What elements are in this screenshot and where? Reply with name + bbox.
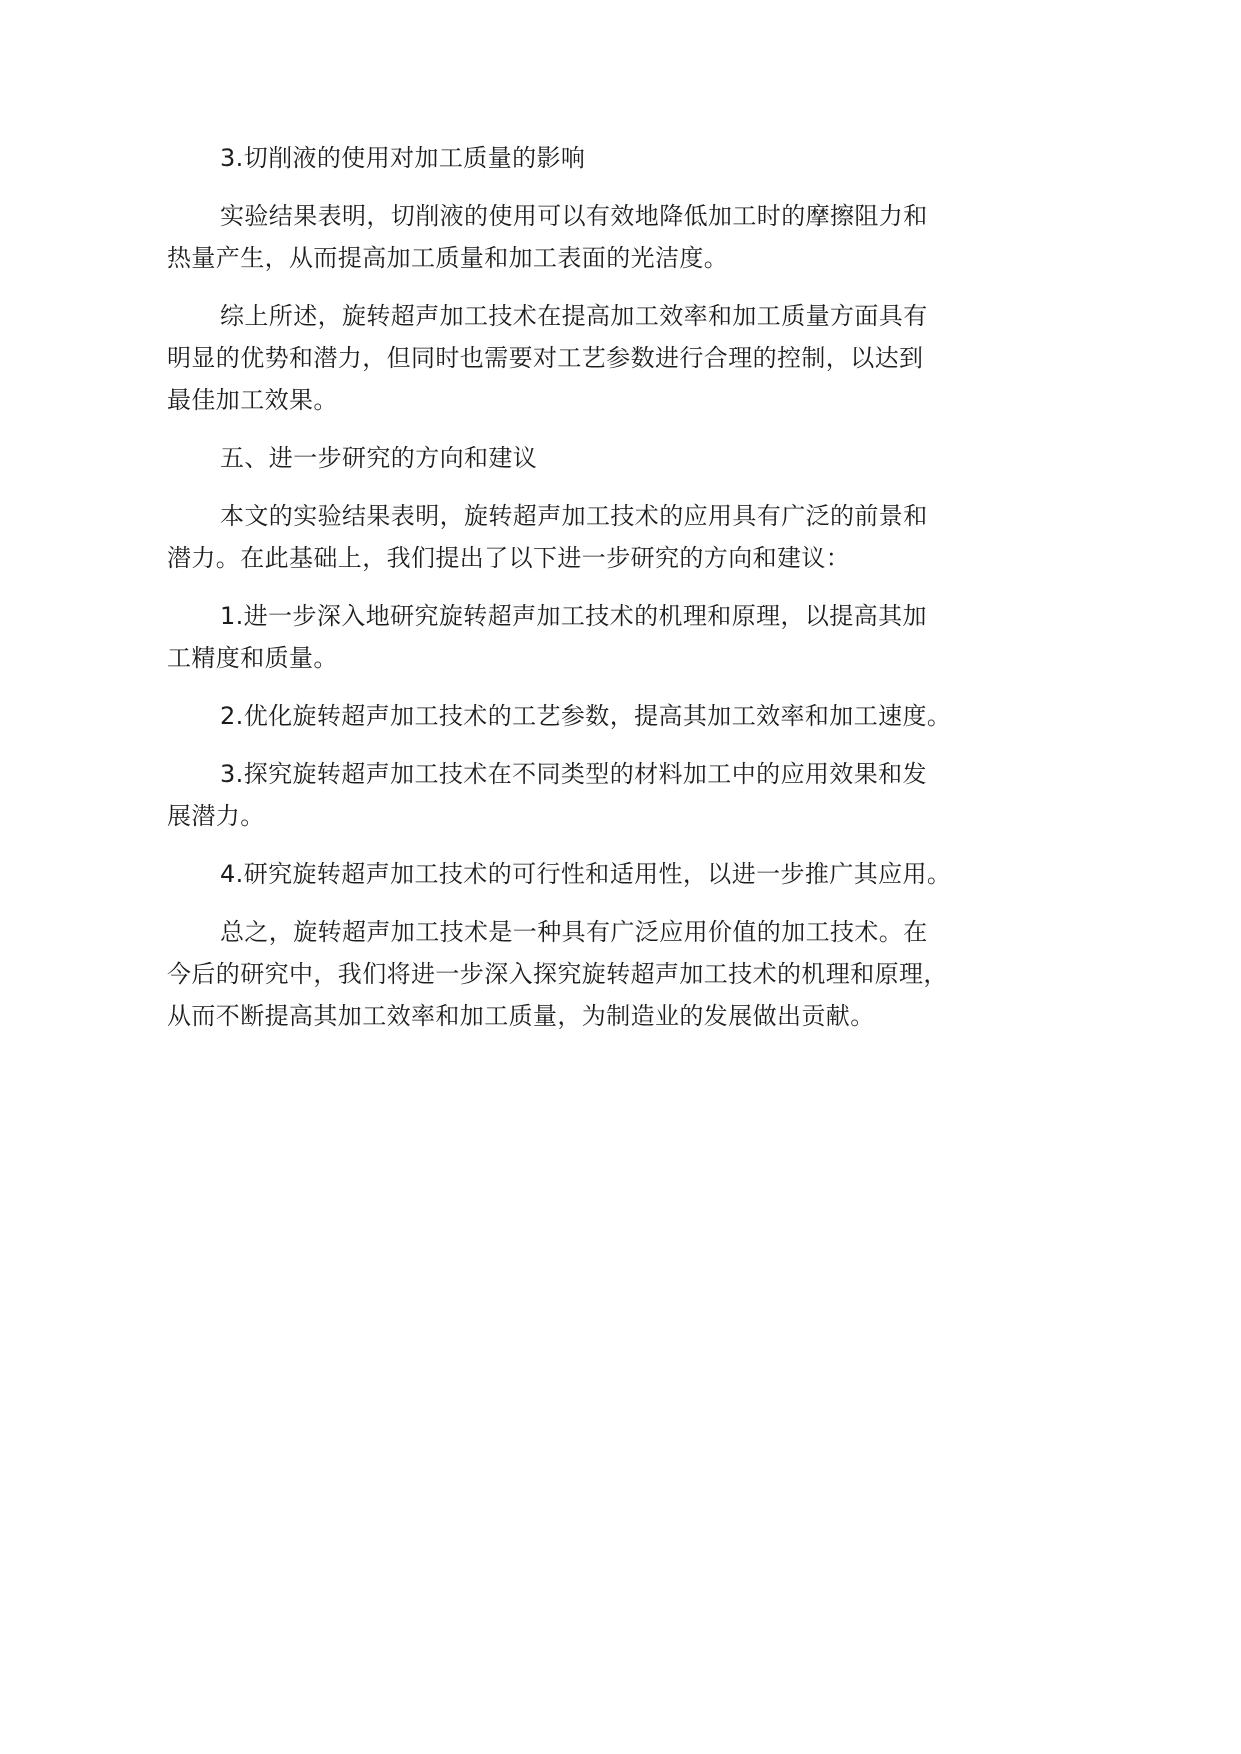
subsection-heading xyxy=(167,137,1241,179)
list-item xyxy=(167,695,1241,737)
text-line: 综上所述，旋转超声加工技术在提高加工效率和加工质量方面具有 xyxy=(220,302,928,330)
text-line: 潜力。在此基础上，我们提出了以下进一步研究的方向和建议： xyxy=(167,544,851,572)
text-line: 明显的优势和潜力，但同时也需要对工艺参数进行合理的控制，以达到 xyxy=(167,344,924,372)
text-line: 实验结果表明，切削液的使用可以有效地降低加工时的摩擦阻力和 xyxy=(220,202,928,230)
text-line: 热量产生，从而提高加工质量和加工表面的光洁度。 xyxy=(167,244,729,272)
list-item xyxy=(167,595,1241,679)
list-item xyxy=(167,853,1241,895)
text-line: 最佳加工效果。 xyxy=(167,386,338,414)
text-line: 今后的研究中，我们将进一步深入探究旋转超声加工技术的机理和原理， xyxy=(167,960,948,988)
text-line: 2.优化旋转超声加工技术的工艺参数，提高其加工效率和加工速度。 xyxy=(220,702,952,730)
paragraph xyxy=(167,195,1241,279)
text-line: 从而不断提高其加工效率和加工质量，为制造业的发展做出贡献。 xyxy=(167,1002,875,1030)
text-line: 本文的实验结果表明，旋转超声加工技术的应用具有广泛的前景和 xyxy=(220,502,928,530)
text-line: 3.切削液的使用对加工质量的影响 xyxy=(220,144,586,172)
paragraph xyxy=(167,295,1241,421)
text-line: 展潜力。 xyxy=(167,802,265,830)
text-line: 工精度和质量。 xyxy=(167,644,338,672)
text-line: 4.研究旋转超声加工技术的可行性和适用性，以进一步推广其应用。 xyxy=(220,860,952,888)
text-line: 总之，旋转超声加工技术是一种具有广泛应用价值的加工技术。在 xyxy=(220,918,928,946)
text-line: 五、进一步研究的方向和建议 xyxy=(220,444,538,472)
paragraph xyxy=(167,495,1241,579)
list-item xyxy=(167,753,1241,837)
section-heading xyxy=(167,437,1241,479)
text-line: 1.进一步深入地研究旋转超声加工技术的机理和原理，以提高其加 xyxy=(220,602,927,630)
paragraph xyxy=(167,911,1241,1037)
text-line: 3.探究旋转超声加工技术在不同类型的材料加工中的应用效果和发 xyxy=(220,760,927,788)
